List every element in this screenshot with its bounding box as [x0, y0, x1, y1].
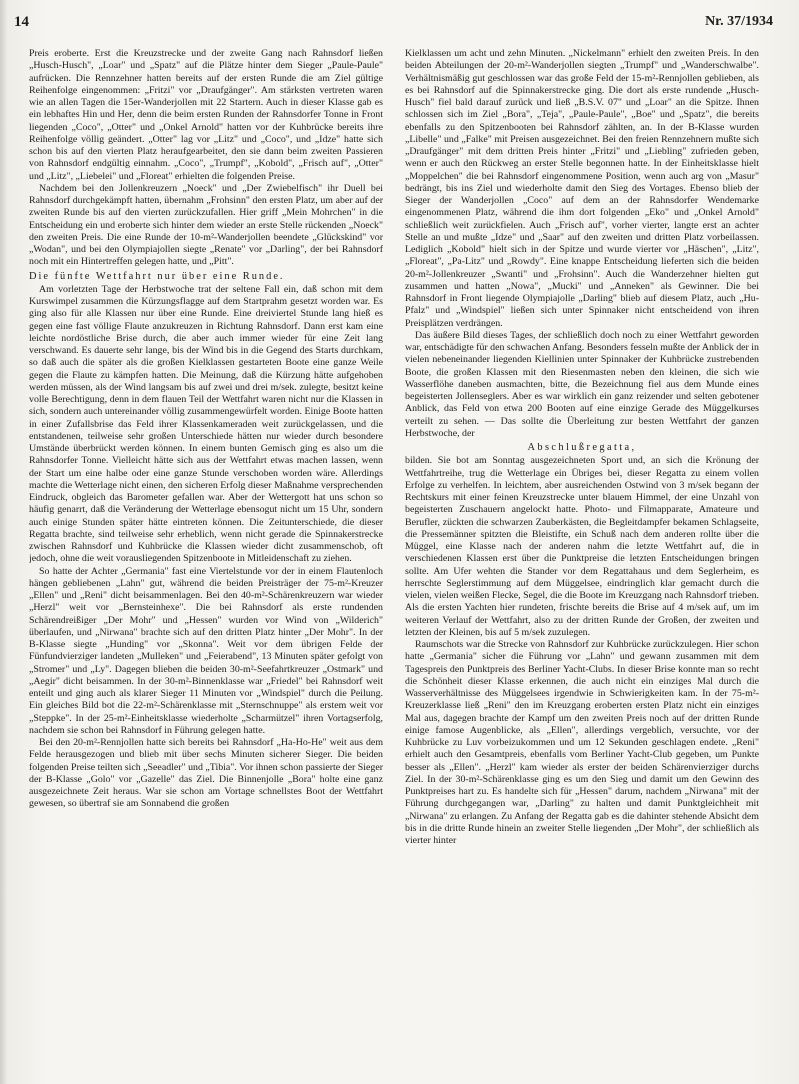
right-column	[405, 48, 759, 1078]
issue-number: Nr. 37/1934	[705, 14, 773, 29]
article-paragraph: Nachdem bei den Jollenkreuzern „Noeck" und „Der Zwiebelfisch" ihr Duell bei Rahnsdorf durchgekämpft hatten, übernahm „Frohsinn" den ersten Platz, um aber auf der zweiten Runde bis auf den vierten zurückzufallen. Hier griff „Mein Mohrchen" in die Entscheidung ein und eroberte sich hinter dem wieder an erste Stelle rückenden „Noeck" den zweiten Preis. Die eine Runde der 10-m²-Wanderjollen beendete „Glückskind" vor „Wodan", und bei den Olympiajollen siegte „Renate" vor „Darling", der bei Rahnsdorf noch mit ein Hintertreffen gelegen hatte, und „Pitt".	[29, 182, 383, 268]
article-paragraph: Raumschots war die Strecke von Rahnsdorf zur Kuhbrücke zurückzulegen. Hier schon hatte „Germania" sicher die Führung vor „Lahn" und gewann zusammen mit dem Tagespreis den Punktpreis des Berliner Yacht-Clubs. In dieser Brise konnte man so recht die Schönheit dieser Klasse erkennen, die auch nicht ein einziges Mal durch die Wasserverhältnisse des Müggelsees irgendwie in Schwierigkeiten kam. In der 75-m²-Kreuzerklasse ließ „Reni" den im Kreuzgang eroberten ersten Platz nicht ein einziges Mal aus, dagegen brachte der Kampf um den zweiten Preis noch auf der dritten Runde einige famose Augenblicke, als „Ellen", allerdings vergeblich, versuchte, vor der Kuhbrücke zu Luv vorbeizukommen und um 12 Sekunden geschlagen endete. „Reni" erhielt auch den Gesamtpreis, ebenfalls vom Berliner Yacht-Club gegeben, um Punkte besser als „Ellen". „Herzl" kam wieder als erster der beiden Schärenvierziger durchs Ziel. In der 30-m²-Schärenklasse ging es um den Sieg und damit um den Gewinn des Punktpreises hart zu. Es handelte sich für „Hessen" darum, nachdem „Nirwana" mit der Führung durchgegangen war, „Darling" zu halten und damit Punktgleichheit mit „Nirwana" zu erlangen. Zu Anfang der Regatta gab es die dahinter stehende Absicht dem bis in die dritte Runde hinein an zweiter Stelle liegenden „Der Mohr", der schließlich als vierter hinter	[405, 639, 759, 846]
page-number: 14	[14, 14, 29, 30]
article-paragraph: So hatte der Achter „Germania" fast eine Viertelstunde vor der in einem Flautenloch hängen gebliebenen „Lahn" gut, während die beiden Preisträger der 75-m²-Kreuzer „Ellen" und „Reni" dicht beisammenlagen. Bei den 40-m²-Schärenkreuzern war wieder „Herzl" weit vor „Bernsteinhexe". Die bei Rahnsdorf als erste rundenden Schärendreißiger „Der Mohr" und „Hessen" wurden vor Wind von „Wilderich" überlaufen, und „Nirwana" brachte sich auf den dritten Platz hinter „Der Mohr". In der B-Klasse siegte „Hunding" vor „Skonna". Weit vor dem übrigen Felde der Fünfundvierziger landeten „Mulleken" und „Feierabend", 13 Minuten später gefolgt von „Stromer" und „Ly". Dagegen blieben die beiden 30-m²-Seefahrtkreuzer „Ostmark" und „Aegir" dicht beisammen. In der 30-m²-Binnenklasse war „Friedel" bei Rahnsdorf weit enteilt und ging auch als klarer Sieger 11 Minuten vor „Windspiel" durch die Peilung. Ein gleiches Bild bot die 22-m²-Schärenklasse mit „Sternschnuppe" als erstem weit vor „Steppke". In der 25-m²-Einheitsklasse wiederholte „Scharmützel" ihren Vortagserfolg, nachdem sie schon bei Rahnsdorf in Führung gelegen hatte.	[29, 565, 383, 736]
article-paragraph: bilden. Sie bot am Sonntag ausgezeichneten Sport und, an sich die Krönung der Wettfahrtreihe, trug die Wetterlage ein Übriges bei, dieser Regatta zu einem vollen Erfolge zu verhelfen. In leichtem, aber ausreichenden Ostwind von 3 m/sek begann der Rechtskurs mit einer feinen Kreuzstrecke unter blauem Himmel, der eine Unzahl von begeisterten Zuschauern angelockt hatte. Photo- und Filmapparate, Amateure und Berufler, zückten die schwarzen Zauberkästen, die Begleitdampfer bekamen Schlagseite, die Pressemänner spitzten die Bleistifte, ein Schuß nach dem anderen rollte über die Müggel, eine Klasse nach der anderen nahm die letzte Wettfahrt auf, die in verschiedenen Klassen erst über die Punktpreise die letzten Entscheidungen bringen sollte. Am Ufer wehten die Stander vor dem Regattahaus und dem Seglerheim, es herrschte Seglerstimmung auf dem Müggelsee, eindringlich klar gemacht durch die vielen, vielen weißen Flecke, Segel, die die Boote im Kreuzgang nach Rahnsdorf trieben. Als die ersten Yachten hier rundeten, frischte bereits die Brise auf 4 m/sek auf, um im weiteren Verlauf der Wettfahrt, also zu der dritten Runde der Großen, der zweiten und letzten der Kleinen, bis auf 5 m/sek zuzulegen.	[405, 455, 759, 638]
left-column	[29, 48, 383, 1078]
article-paragraph: Das äußere Bild dieses Tages, der schließlich doch noch zu einer Wettfahrt geworden war, entschädigte für den schwachen Anfang. Besonders fesseln mußte der Anblick der in vielen nebeneinander liegenden Kiellinien unter Spinnaker der Kuhbrücke zustrebenden Boote, die großen Klassen mit den Riesenmasten neben den kleinen, die sich wie Wasserflöhe daneben ausmachten, bitte, die Bezeichnung fiel aus dem Munde eines begeisterten Jollenseglers. Aber es war wirklich ein ganz reizender und selten gebotener Anblick, das Feld von etwa 200 Booten auf eine einzige Gerade des Müggelkurses verteilt zu sehen. — Das sollte die Überleitung zur besten Wettfahrt der ganzen Herbstwoche, der	[405, 329, 759, 439]
page-header	[14, 14, 773, 36]
section-heading: Die fünfte Wettfahrt nur über eine Runde.	[29, 270, 285, 282]
article-paragraph: Am vorletzten Tage der Herbstwoche trat der seltene Fall ein, daß schon mit dem Kurswimpel zusammen die Kürzungsflagge auf dem Startprahm gesetzt worden war. Es ging also für alle Klassen nur über eine Runde. Eine dreiviertel Stunde lang hieß es gegen eine fast völlige Flaute anzukreuzen in Richtung Rahnsdorf. Dann erst kam eine leichte nordöstliche Brise durch, die aber auch immer wieder für eine Zeit lang verschwand. Es dauerte sehr lange, bis der Wind bis in die Gegend des Starts durchkam, so daß auch die später als die großen Kielklassen gestarteten Boote eine ganze Weile gegen die Flaute zu kämpfen hatten. Die Meinung, daß die Kürzung hätte aufgehoben werden müssen, als der Wind langsam bis auf zwei und drei m/sek. zulegte, besitzt keine volle Berechtigung, denn in dem flauen Teil der Wettfahrt waren nicht nur die Klassen in sich, sondern auch untereinander völlig zusammengewürfelt worden. Einige Boote hatten in einer Zufallsbrise das Feld ihrer Klassenkameraden weit zurückgelassen, und die entstandenen, teilweise sehr großen Unterschiede hätten nur wieder durch besondere Umstände überbrückt werden können. In einem bunten Gemisch ging es also um die Rahnsdorfer Tonne. Vielleicht hätte sich aus der Wettfahrt etwas machen lassen, wenn der Start um eine halbe oder eine ganze Stunde verschoben worden wäre. Allerdings machte die Wetterlage nicht einen, den sicheren Erfolg dieser Maßnahme versprechenden Eindruck, obgleich das Barometer gefallen war. Aber der Wettergott hat uns schon so häufig genarrt, daß die Veränderung der Wetterlage ebensogut nicht um 15 Uhr, sondern auch einige Stunden später hätte eintreten können. Die Zeitunterschiede, die dieser Regatta brachte, sind teilweise sehr erheblich, wenn nicht gerade die Spinnakerstrecke zwischen Rahnsdorf und Kuhbrücke die Klassen wieder dicht zusammenschob, oft jedoch, ohne die weit vorausliegenden Spitzenboote in Mitleidenschaft zu ziehen.	[29, 283, 383, 565]
article-paragraph: Preis eroberte. Erst die Kreuzstrecke und der zweite Gang nach Rahnsdorf ließen „Husch-Husch", „Loar" und „Spatz" auf die Plätze hinter dem Sieger „Paule-Paule" aufrücken. Die Rennzehner hatten bereits auf der ersten Runde die am Ziel gültige Reihenfolge eingenommen: „Fritzi" vor „Draufgänger". Am stärksten vertreten waren wie an allen Tagen die 15er-Wanderjollen mit 22 Startern. Auch in dieser Klasse gab es ein lebhaftes Hin und Her, denn die beim ersten Runden der Rahnsdorfer Tonne in Front liegenden „Coco", „Otter" und „Onkel Arnold" hatten vor der Kuhbrücke bereits ihre Reihenfolge völlig geändert. „Otter" lag vor „Litz" und „Coco", und „Idze" hatte sich schon bis auf den vierten Platz heraufgearbeitet, den sie dann beim zweiten Passieren von Rahnsdorf endgültig einnahm. „Coco", „Trumpf", „Kobold", „Frisch auf", „Otter" und „Litz", „Liebelei" und „Floreat" erhielten die folgenden Preise.	[29, 48, 383, 182]
article-paragraph: Bei den 20-m²-Rennjollen hatte sich bereits bei Rahnsdorf „Ha-Ho-He" weit aus dem Felde herausgezogen und blieb mit über sechs Minuten sicherer Sieger. Die beiden folgenden Preise teilten sich „Seeadler" und „Tibia". Vor ihnen schon passierte der Sieger der B-Klasse „Golo" vor „Gazelle" das Ziel. Die Binnenjolle „Bora" holte eine ganz ausgezeichnete Zeit heraus. War sie schon am Vortage schnellstes Boot der Wettfahrt gewesen, so übertraf sie am Sonnabend die großen	[29, 737, 383, 810]
section-heading: Abschlußregatta,	[527, 442, 637, 453]
page-spine-shadow	[0, 0, 7, 1084]
article-paragraph: Kielklassen um acht und zehn Minuten. „Nickelmann" erhielt den zweiten Preis. In den beiden Abteilungen der 20-m²-Wanderjollen siegten „Trumpf" und „Wanderschwalbe". Verhältnismäßig gut geschlossen war das große Feld der 15-m²-Rennjollen geblieben, als es bei Rahnsdorf auf die Spinnakerstrecke ging. Die dort als erste rundende „Husch-Husch" fiel bald darauf zurück und ließ „B.S.V. 07" und „Loar" an die Spitze. Ihnen schlossen sich im Ziel „Bora", „Teja", „Paule-Paule", „Boe" und „Spatz", die bereits ebenfalls zu den Spitzenbooten bei Rahnsdorf zählten, an. In der B-Klasse wurden „Libelle" und „Falke" mit Preisen ausgezeichnet. Bei den freien Rennzehnern mußte sich „Draufgänger" mit dem dritten Preis hinter „Fritzi" und „Liebling" zufrieden geben, wenn er auch den Rückweg an erster Stelle begonnen hatte. In der Einheitsklasse hielt „Moppelchen" die bei Rahnsdorf eingenommene Position, wenn auch arg von „Masur" bedrängt, bis ins Ziel und wiederholte damit den Sieg des Vortages. Ebenso blieb der Sieger der Wanderjollen „Coco" auf dem an der Rahnsdorfer Wendemarke eingenommenen Platz, während die ihm dort folgenden „Eko" und „Onkel Arnold" schließlich weit zurückfielen. Auch „Frisch auf", vorher vierter, langte erst an achter Stelle an und mußte „Idze" und „Saar" auf den zweiten und dritten Platz vorbeilassen. Lediglich „Kobold" hielt sich in der Spitze und wurde vierter vor „Häschen", „Litz", „Floreat", „Pa-Litz" und „Rowdy". Eine knappe Entscheidung lieferten sich die beiden 20-m²-Jollenkreuzer „Swanti" und „Frohsinn". Auch die Wanderzehner hielten gut zusammen und hatten „Nowa", „Mucki" und „Anneken" als Gewinner. Die bei Rahnsdorf in Front liegende Olympiajolle „Darling" blieb auf diesem Platz, auch „Hu-Pfalz" und „Windspiel" ließen sich unter Spinnaker nicht entscheidend von ihren Preisplätzen verdrängen.	[405, 48, 759, 329]
